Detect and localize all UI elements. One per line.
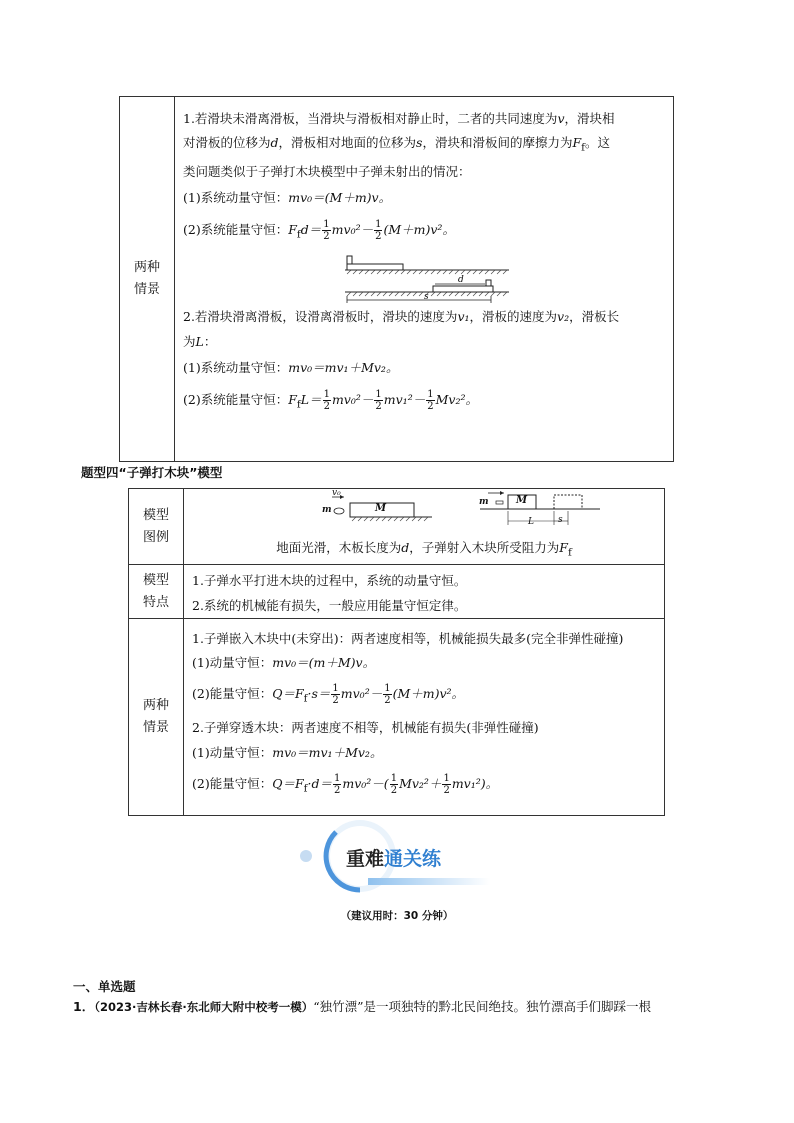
table1-eq2: (2)系统能量守恒：$F_fd=$ $\frac{1}{2}$ mv₀²－ $\frac{1}{2}$ (M＋m)v²。: [183, 218, 455, 242]
bullet-block-diagram-2: [474, 489, 604, 533]
bullet-block-table: [128, 488, 665, 816]
table1-eq3: (1)系统动量守恒：mv₀＝mv₁＋Mv₂。: [183, 360, 399, 375]
fig2-s-label: s: [558, 515, 563, 526]
fig-m-label: m: [322, 505, 332, 516]
table1-label: 两种 情景: [120, 97, 175, 462]
fig2-M-label: M: [516, 495, 528, 507]
situations-table-1: [119, 96, 674, 462]
section-single-choice: 一、单选题: [73, 979, 136, 994]
row-model-figure: [184, 489, 665, 565]
fig-d-label: d: [458, 275, 464, 285]
practice-banner: [298, 818, 498, 898]
row-situations-label: 两种 情景: [129, 619, 184, 816]
row-features: 1.子弹水平打进木块的过程中，系统的动量守恒。 2.系统的机械能有损失，一般应用能量守恒定律。: [184, 565, 665, 619]
fig2-L-label: L: [528, 517, 534, 528]
banner-title: 重难通关练: [346, 848, 442, 870]
fig-s-label: s: [424, 292, 429, 302]
table1-content: 1.若滑块未滑离滑板，当滑块与滑板相对静止时，二者的共同速度为v，滑块相 对滑板的位移为d，滑板相对地面的位移为s，滑块和滑板间的摩擦力为$F_f$。这 类问题类似于子弹打木块模型中子弹未射出的情况： (1)系统动量守恒：mv₀＝(M＋m)v。 (2)系统能量守恒：$F_fd=$ $\frac{1}{2}$ mv₀²－ $\frac{1}{2}$ (M＋m)v²。 d s 2.若滑块滑离滑板，设滑离滑板时，滑块的速度为v₁，滑板的速度为v₂，滑板长 为L： (1)系统动量守恒：mv₀＝mv₁＋Mv₂。 (2)系统能量守恒：$F_fL=$ $\frac{1}{2}$ mv₀²－ $\frac{1}{2}$ mv₁²－ $\frac{1}{2}$ Mv₂²。: [175, 97, 674, 462]
row-model-figure-label: 模型 图例: [129, 489, 184, 565]
fig-M-label: M: [375, 503, 387, 515]
figure-caption: 地面光滑，木板长度为d，子弹射入木块所受阻力为$F_f$: [276, 540, 572, 559]
fig2-m-label: m: [479, 497, 489, 508]
row-situations: 1.子弹嵌入木块中(未穿出)：两者速度相等，机械能损失最多(完全非弹性碰撞) (1)动量守恒：mv₀＝(m＋M)v。 (2)能量守恒：$Q=F_f\cdot s=$ $\frac{1}{2}$ mv₀²－ $\frac{1}{2}$ (M＋m)v²。 2.子弹穿透木块：两者速度不相等，机械能有损失(非弹性碰撞) (1)动量守恒：mv₀＝mv₁＋Mv₂。 (2)能量守恒：$Q=F_f\cdot d=$ $\frac{1}{2}$ mv₀²－( $\frac{1}{2}$ Mv₂²＋ $\frac{1}{2}$ mv₁²)。: [184, 619, 665, 816]
time-note: （建议用时：30 分钟）: [340, 910, 454, 922]
table1-line3: 类问题类似于子弹打木块模型中子弹未射出的情况：: [183, 163, 471, 179]
table1-eq1: (1)系统动量守恒：mv₀＝(M＋m)v。: [183, 189, 392, 205]
question-1: 1．（2023·吉林长春·东北师大附中校考一模）“独竹漂”是一项独特的黔北民间绝技。独竹漂高手们脚踩一根: [73, 999, 651, 1014]
section-4-title: 题型四“子弹打木块”模型: [81, 465, 223, 480]
table1-eq4: (2)系统能量守恒：$F_fL=$ $\frac{1}{2}$ mv₀²－ $\frac{1}{2}$ mv₁²－ $\frac{1}{2}$ Mv₂²。: [183, 389, 478, 412]
row-features-label: 模型 特点: [129, 565, 184, 619]
fig-v0-label: v₀: [332, 488, 341, 499]
table1-figure: [183, 252, 667, 304]
